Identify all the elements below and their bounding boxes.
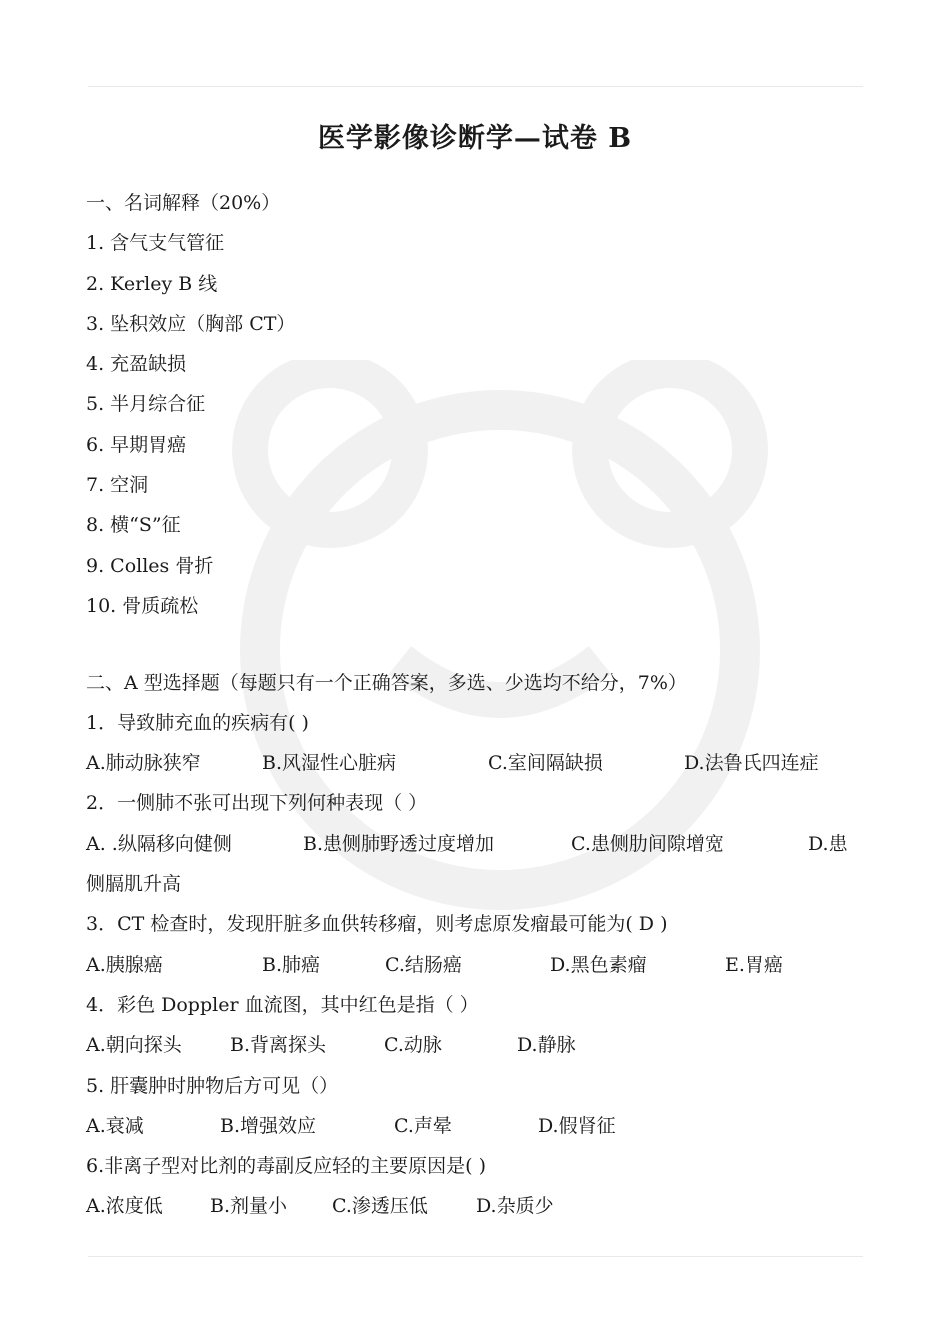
question-stem: 5. 肝囊肿时肿物后方可见（） — [86, 1075, 339, 1097]
answer-option: B.风湿性心脏病 — [262, 752, 397, 774]
answer-option: B.剂量小 — [210, 1195, 288, 1217]
header-rule — [88, 86, 863, 87]
answer-option: C.渗透压低 — [332, 1195, 428, 1217]
footer-rule — [88, 1256, 863, 1257]
section1-heading: 一、名词解释（20%） — [86, 192, 281, 214]
question-stem: 2．一侧肺不张可出现下列何种表现（ ） — [86, 792, 428, 814]
answer-option: A. .纵隔移向健侧 — [86, 833, 232, 855]
answer-option: B.背离探头 — [230, 1034, 327, 1056]
question-stem: 4．彩色 Doppler 血流图，其中红色是指（ ） — [86, 994, 479, 1016]
answer-option: A.胰腺癌 — [86, 954, 163, 976]
list-item: 7. 空洞 — [86, 474, 149, 496]
list-item: 3. 坠积效应（胸部 CT） — [86, 313, 296, 335]
question-stem: 3．CT 检查时，发现肝脏多血供转移瘤，则考虑原发瘤最可能为( D ) — [86, 913, 668, 935]
answer-option: D.法鲁氏四连症 — [684, 752, 819, 774]
answer-option: D.患 — [808, 833, 848, 855]
answer-option: D.杂质少 — [476, 1195, 554, 1217]
list-item: 10. 骨质疏松 — [86, 595, 199, 617]
list-item: 6. 早期胃癌 — [86, 434, 187, 456]
answer-option: B.肺癌 — [262, 954, 321, 976]
list-item: 9. Colles 骨折 — [86, 555, 214, 577]
answer-option: B.增强效应 — [220, 1115, 317, 1137]
answer-option: E.胃癌 — [725, 954, 783, 976]
question-stem: 1．导致肺充血的疾病有( ) — [86, 712, 309, 734]
answer-option: B.患侧肺野透过度增加 — [303, 833, 495, 855]
answer-option: D.假肾征 — [538, 1115, 616, 1137]
answer-option: A.浓度低 — [86, 1195, 163, 1217]
list-item: 2. Kerley B 线 — [86, 273, 218, 295]
list-item: 4. 充盈缺损 — [86, 353, 187, 375]
question-stem: 6.非离子型对比剂的毒副反应轻的主要原因是( ) — [86, 1155, 486, 1177]
answer-option: C.声晕 — [394, 1115, 452, 1137]
answer-option: D.黑色素瘤 — [550, 954, 647, 976]
answer-option: D.静脉 — [517, 1034, 576, 1056]
answer-option: A.衰减 — [86, 1115, 144, 1137]
list-item: 5. 半月综合征 — [86, 393, 206, 415]
answer-option: A.朝向探头 — [86, 1034, 182, 1056]
answer-option: C.结肠癌 — [385, 954, 462, 976]
answer-option: C.室间隔缺损 — [488, 752, 603, 774]
list-item: 1. 含气支气管征 — [86, 232, 225, 254]
list-item: 8. 横“S”征 — [86, 514, 181, 536]
answer-option: C.患侧肋间隙增宽 — [571, 833, 724, 855]
page-title: 医学影像诊断学—试卷 B — [317, 123, 633, 154]
section2-heading: 二、A 型选择题（每题只有一个正确答案，多选、少选均不给分，7%） — [86, 672, 687, 694]
answer-option: C.动脉 — [384, 1034, 442, 1056]
answer-continuation: 侧膈肌升高 — [86, 873, 182, 895]
answer-option: A.肺动脉狭窄 — [86, 752, 201, 774]
